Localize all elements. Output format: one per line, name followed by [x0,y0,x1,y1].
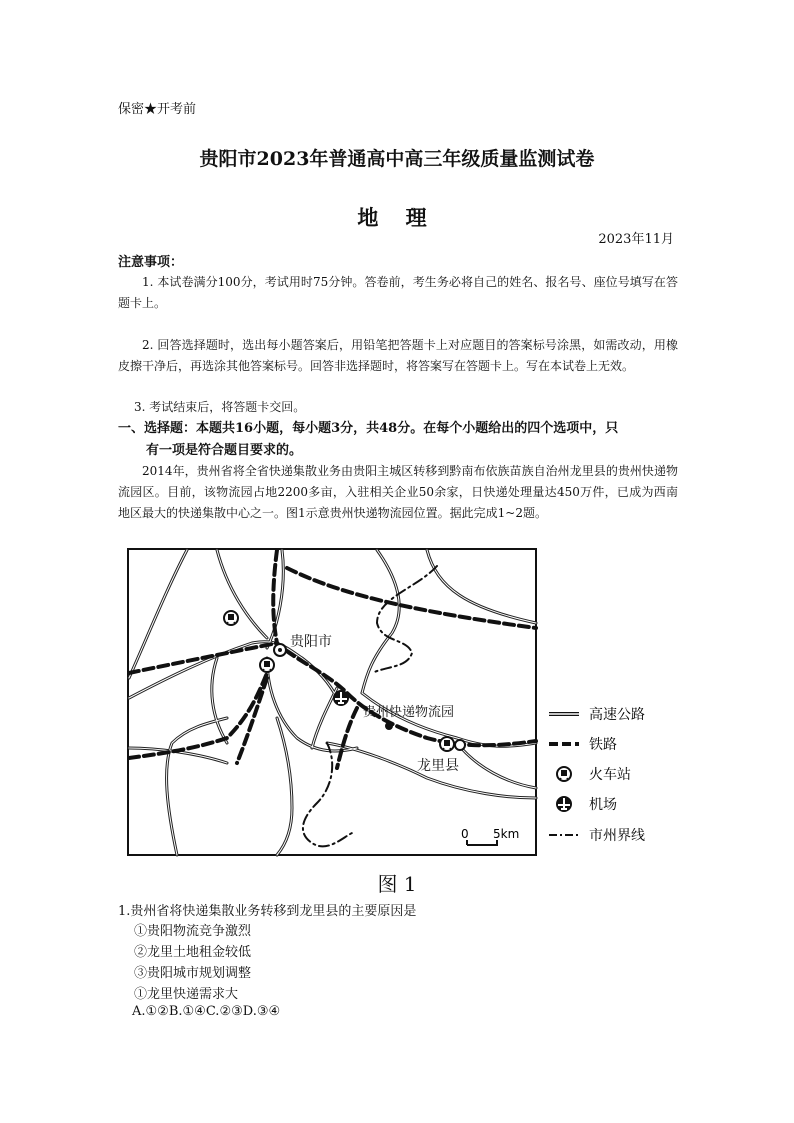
legend-station [557,766,631,783]
question-1-option: ①贵阳物流竞争激烈 [134,924,252,939]
question-1-stem: 1.贵州省将快递集散业务转移到龙里县的主要原因是 [118,904,417,919]
legend-highway-label: 高速公路 [589,707,645,723]
notice-item-3: 3. 考试结束后，将答题卡交回。 [134,400,306,414]
question-1-answers: A.①②B.①④C.②③D.③④ [132,1004,281,1019]
legend-airport [556,796,617,813]
question-1-option: ①龙里快递需求大 [134,987,239,1002]
question-1-option: ②龙里土地租金较低 [134,945,252,960]
train-station-icon [557,767,571,781]
legend-boundary [549,827,645,844]
legend-railway-label: 铁路 [589,737,617,753]
section-heading [118,418,678,462]
logistics-park-label: 贵州快递物流园 [363,705,455,720]
logistics-park-marker [385,722,393,730]
legend-boundary-label: 市州界线 [589,828,645,844]
subject-title: 地 理 [357,205,437,230]
legend-airport-label: 机场 [589,797,617,813]
question-1-option: ③贵阳城市规划调整 [134,966,252,981]
scale-zero: 0 [461,827,469,841]
section-line-1: 一、选择题：本题共16小题，每小题3分，共48分。在每个小题给出的四个选项中，只 [118,421,619,436]
figure-1-map [127,548,667,858]
figure-caption: 图 1 [377,872,417,896]
exam-title: 贵阳市2023年普通高中高三年级质量监测试卷 [199,148,595,170]
map-frame [128,549,536,855]
notice-item-1: 1. 本试卷满分100分，考试用时75分钟。答卷前，考生务必将自己的姓名、报名号、座位号填写在答题卡上。 [118,275,678,310]
guiyang-city-label: 贵阳市 [290,634,332,650]
train-station-icon [260,658,274,672]
section-line-2: 有一项是符合题目要求的。 [146,443,303,458]
longli-county-marker [455,740,465,750]
legend-highway [549,706,645,723]
passage: 2014年，贵州省将全省快递集散业务由贵阳主城区转移到黔南布依族苗族自治州龙里县的贵州快递物流园区。目前，该物流园占地2200多亩，入驻相关企业50余家，日快递处理量达450万件，已成为西南地区最大的快递集散中心之一。图1示意贵州快递物流园位置。据此完成1~2题。 [118,464,678,520]
legend-station-label: 火车站 [589,767,631,783]
airport-icon [556,796,572,812]
exam-date: 2023年11月 [598,232,674,247]
notice-item-2: 2. 回答选择题时，选出每小题答案后，用铅笔把答题卡上对应题目的答案标号涂黑，如需改动，用橡皮擦干净后，再选涂其他答案标号。回答非选择题时，将答案写在答题卡上。写在本试卷上无效。 [118,338,678,373]
legend-railway [549,736,617,753]
longli-county-label: 龙里县 [417,758,459,774]
map-legend [549,706,645,844]
scale-distance: 5km [493,827,520,841]
confidential-label: 保密★开考前 [118,102,197,117]
train-station-icon [440,737,454,751]
airport-icon [333,690,349,706]
train-station-icon [224,611,238,625]
notice-heading: 注意事项： [118,255,184,270]
